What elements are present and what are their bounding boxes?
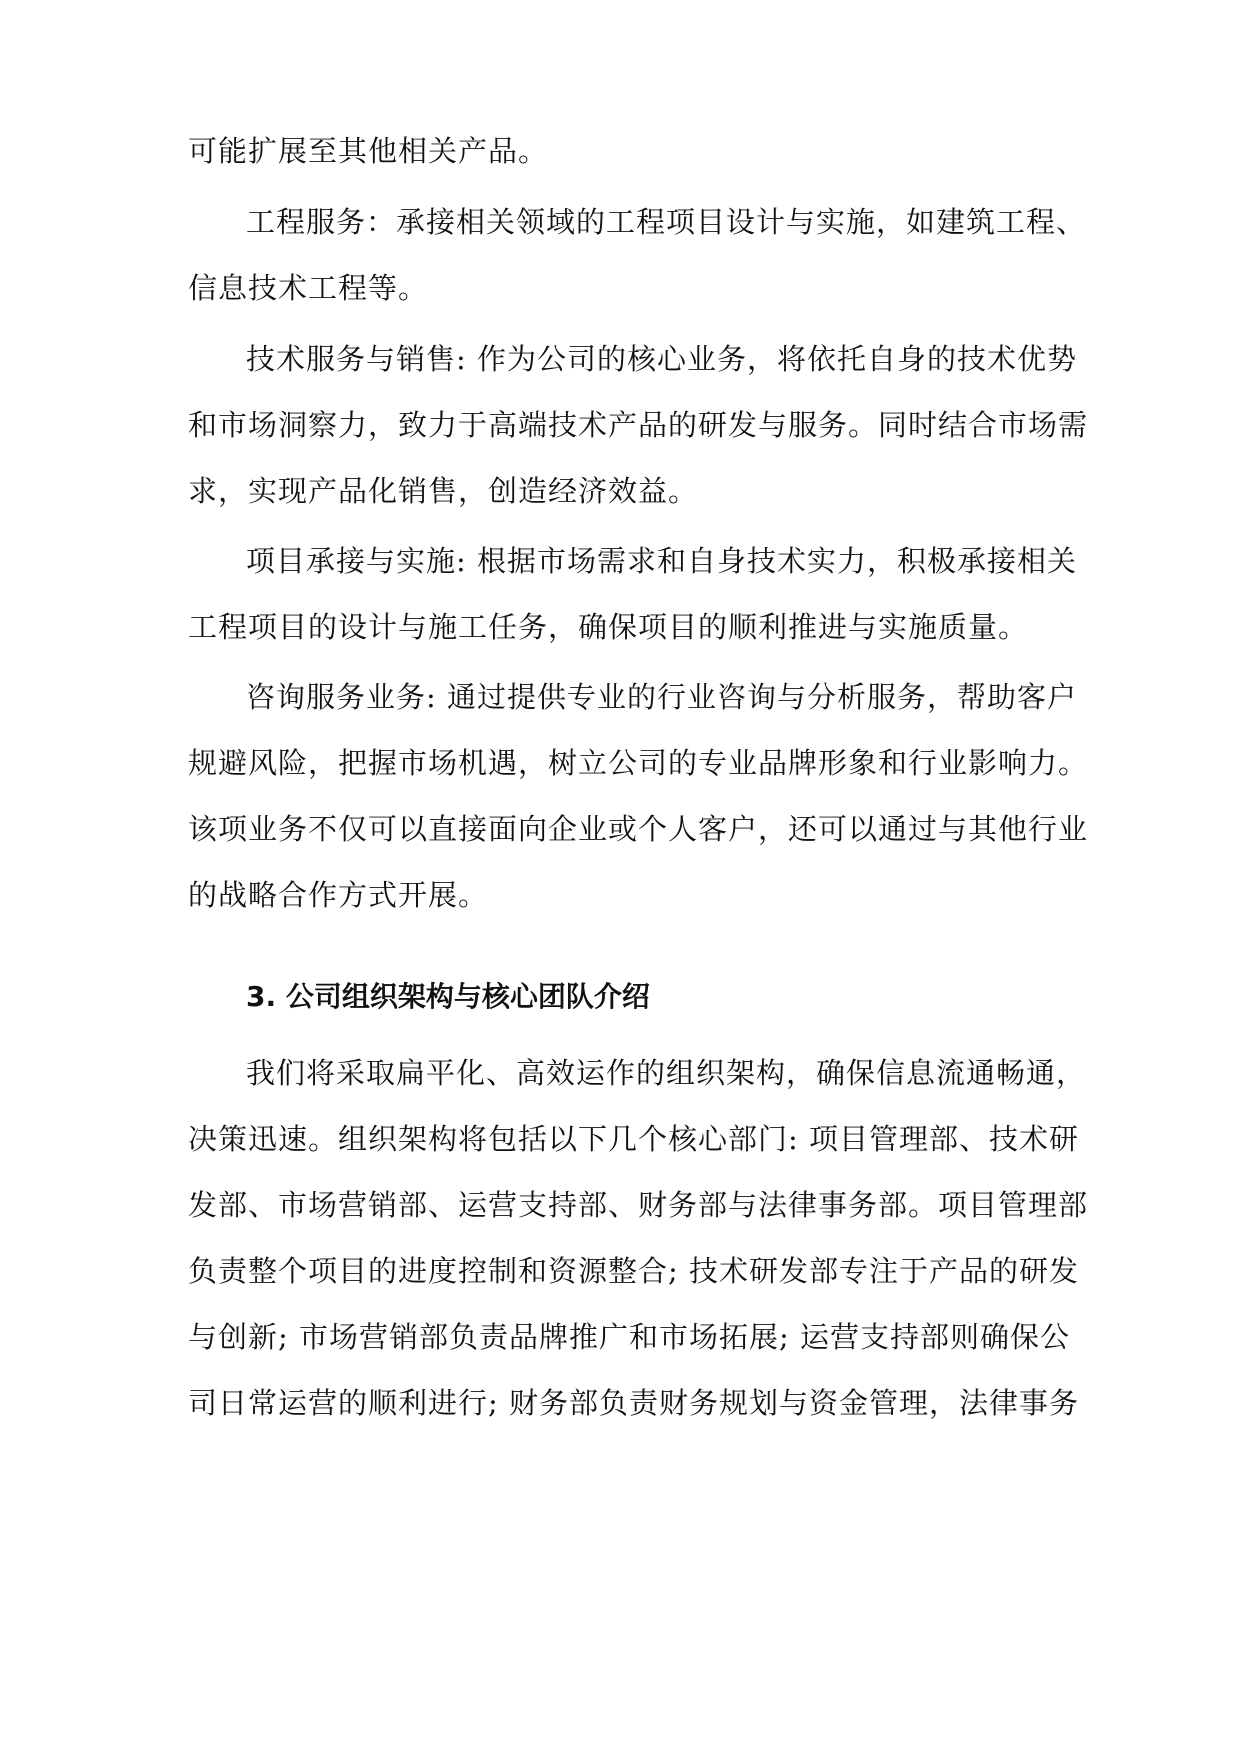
paragraph-line: 发部、市场营销部、运营支持部、财务部与法律事务部。项目管理部 [188,1188,1089,1222]
paragraph-line: 该项业务不仅可以直接面向企业或个人客户，还可以通过与其他行业 [188,812,1089,846]
paragraph-line: 我们将采取扁平化、高效运作的组织架构，确保信息流通畅通， [246,1056,1087,1090]
paragraph-line: 和市场洞察力，致力于高端技术产品的研发与服务。同时结合市场需 [188,408,1089,442]
paragraph-line: 规避风险，把握市场机遇，树立公司的专业品牌形象和行业影响力。 [188,746,1089,780]
paragraph-line: 技术服务与销售: 作为公司的核心业务，将依托自身的技术优势 [246,342,1077,376]
paragraph-line: 信息技术工程等。 [188,271,429,305]
paragraph-line: 可能扩展至其他相关产品。 [188,134,549,168]
section-heading: 3. 公司组织架构与核心团队介绍 [246,980,650,1013]
paragraph-line: 工程服务：承接相关领域的工程项目设计与实施，如建筑工程、 [246,205,1087,239]
paragraph-line: 负责整个项目的进度控制和资源整合; 技术研发部专注于产品的研发 [188,1254,1079,1288]
paragraph-line: 的战略合作方式开展。 [188,878,489,912]
paragraph-line: 决策迅速。组织架构将包括以下几个核心部门: 项目管理部、技术研 [188,1122,1079,1156]
paragraph-line: 工程项目的设计与施工任务，确保项目的顺利推进与实施质量。 [188,610,1029,644]
paragraph-line: 求，实现产品化销售，创造经济效益。 [188,474,699,508]
document-body [188,0,1089,1754]
paragraph-line: 与创新; 市场营销部负责品牌推广和市场拓展; 运营支持部则确保公 [188,1320,1070,1354]
paragraph-line: 司日常运营的顺利进行; 财务部负责财务规划与资金管理，法律事务 [188,1386,1079,1420]
paragraph-line: 咨询服务业务: 通过提供专业的行业咨询与分析服务，帮助客户 [246,680,1077,714]
paragraph-line: 项目承接与实施: 根据市场需求和自身技术实力，积极承接相关 [246,544,1077,578]
